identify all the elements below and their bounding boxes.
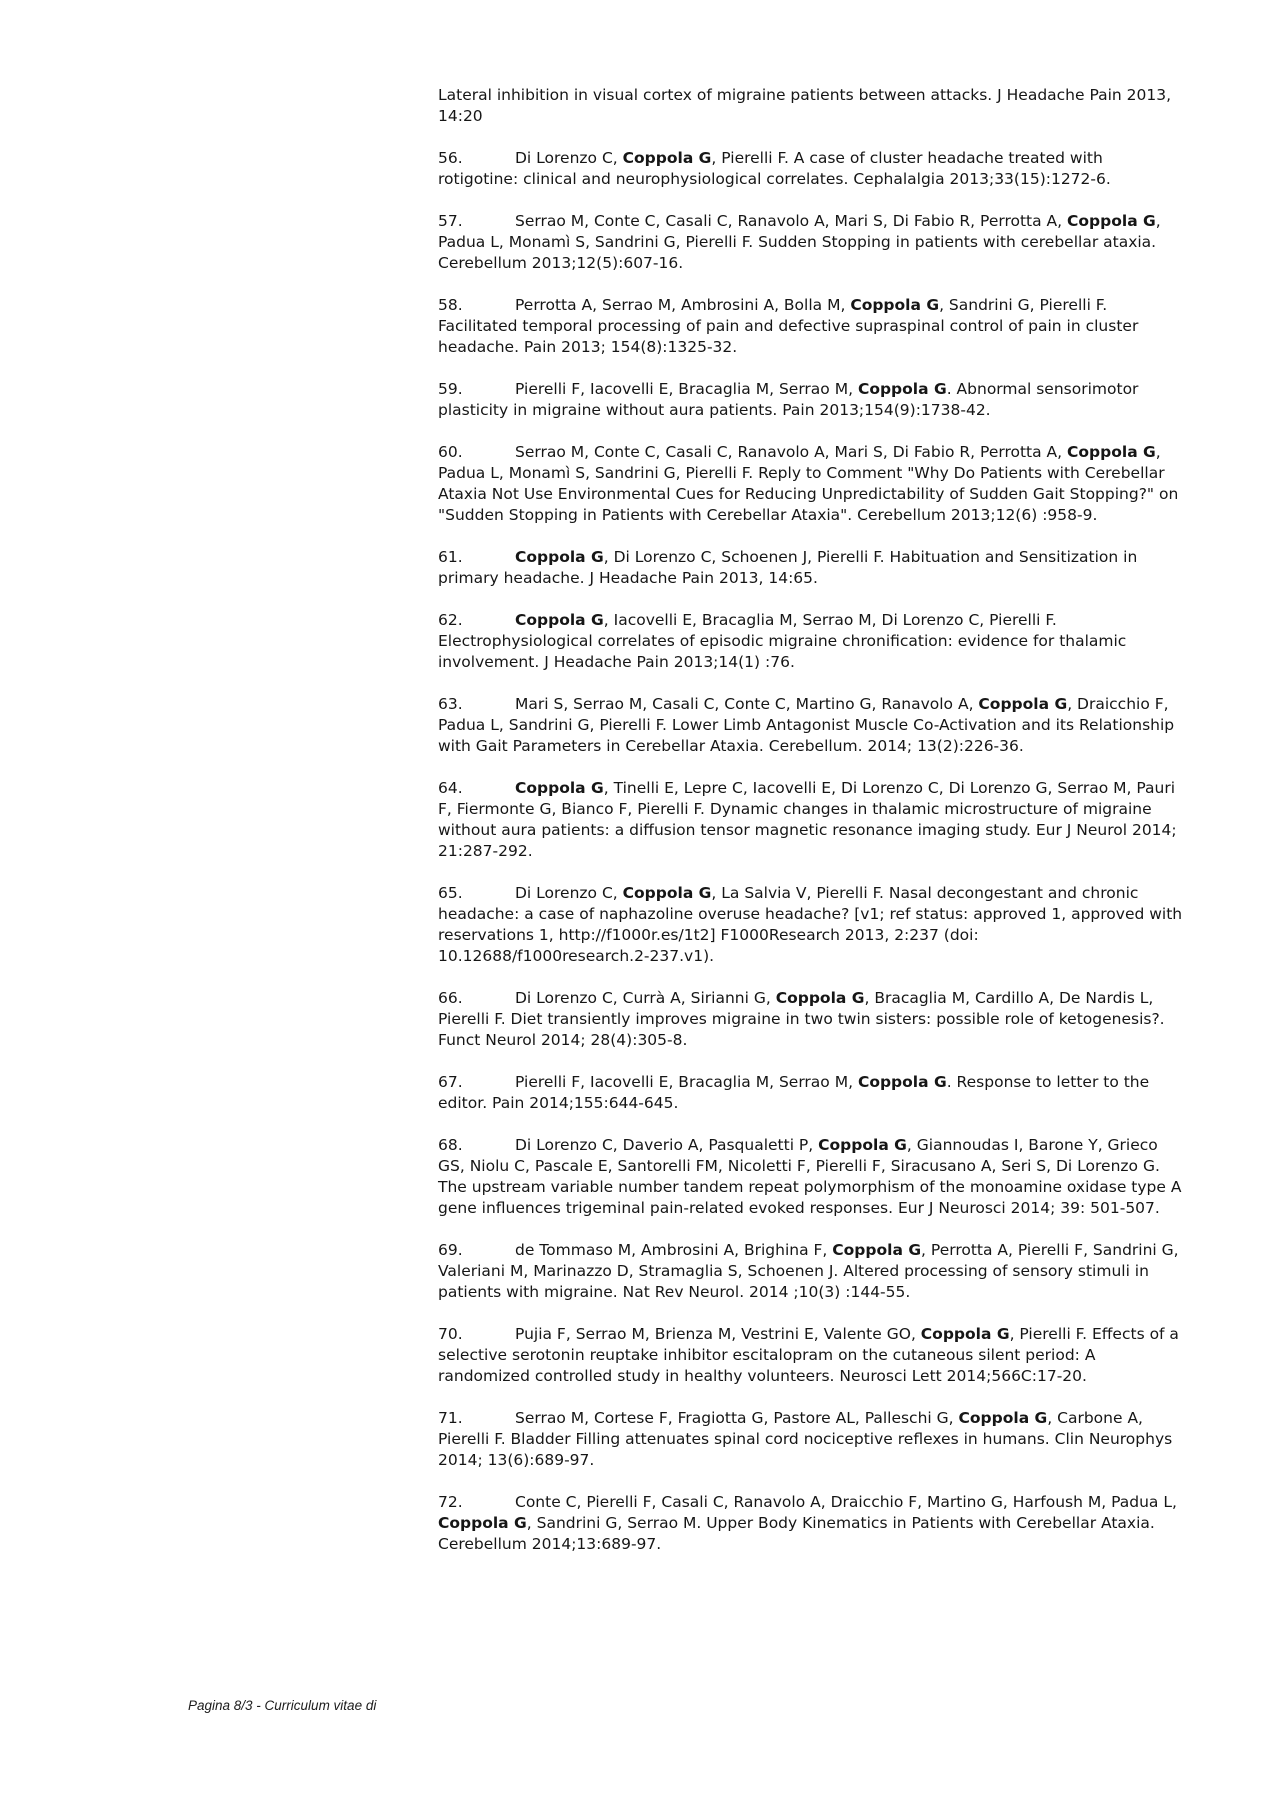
author-name-highlighted: Coppola G	[622, 149, 712, 167]
reference-text-segment: Pierelli F, Iacovelli E, Bracaglia M, Serrao M,	[515, 1073, 858, 1091]
page-footer-text: Pagina 8/3 - Curriculum vitae di	[188, 1698, 377, 1713]
author-name-highlighted: Coppola G	[857, 380, 947, 398]
reference-text-segment: , Sandrini G, Pierelli F. Facilitated temporal processing of pain and defective supraspinal control of pain in cluster headache. Pain 2013; 154(8):1325-32.	[438, 296, 1139, 356]
author-name-highlighted: Coppola G	[850, 296, 940, 314]
reference-text	[438, 443, 1178, 524]
reference-number: 59.	[438, 380, 463, 398]
reference-number: 57.	[438, 212, 463, 230]
reference-item	[438, 1492, 1186, 1555]
reference-text-segment: Serrao M, Conte C, Casali C, Ranavolo A, Mari S, Di Fabio R, Perrotta A,	[515, 443, 1068, 461]
reference-text-segment: , Carbone A, Pierelli F. Bladder Filling attenuates spinal cord nociceptive reflexes in humans. Clin Neurophys 2014; 13(6):689-97.	[438, 1409, 1173, 1469]
reference-item	[438, 1072, 1186, 1114]
reference-number: 60.	[438, 443, 463, 461]
reference-number: 67.	[438, 1073, 463, 1091]
reference-text	[438, 1493, 1177, 1553]
reference-number: 69.	[438, 1241, 463, 1259]
reference-number: 61.	[438, 548, 463, 566]
reference-text-segment: , Tinelli E, Lepre C, Iacovelli E, Di Lorenzo C, Di Lorenzo G, Serrao M, Pauri F, Fiermonte G, Bianco F, Pierelli F. Dynamic changes in thalamic microstructure of migraine without aura patients: a diffusion tensor magnetic resonance imaging study. Eur J Neurol 2014; 21:287-292.	[438, 779, 1177, 860]
reference-number: 65.	[438, 884, 463, 902]
reference-item	[438, 883, 1186, 967]
reference-text	[438, 548, 1137, 587]
author-name-highlighted: Coppola G	[438, 1514, 527, 1532]
reference-text	[438, 1325, 1179, 1385]
reference-text-segment: Pierelli F, Iacovelli E, Bracaglia M, Serrao M,	[515, 380, 858, 398]
author-name-highlighted: Coppola G	[622, 884, 712, 902]
reference-text-segment: , La Salvia V, Pierelli F. Nasal decongestant and chronic headache: a case of naphazoline overuse headache? [v1; ref status: approved 1, approved with reservations 1, http://f1000r.es/1t2] F1000Research 2013, 2:237 (doi: 10.12688/f1000research.2-237.v1).	[438, 884, 1183, 965]
reference-number: 70.	[438, 1325, 463, 1343]
reference-number: 56.	[438, 149, 463, 167]
reference-text-segment: , Draicchio F, Padua L, Sandrini G, Pierelli F. Lower Limb Antagonist Muscle Co-Activation and its Relationship with Gait Parameters in Cerebellar Ataxia. Cerebellum. 2014; 13(2):226-36.	[438, 695, 1175, 755]
reference-item	[438, 211, 1186, 274]
reference-number: 58.	[438, 296, 463, 314]
reference-text	[438, 695, 1174, 755]
reference-item	[438, 1135, 1186, 1219]
reference-number: 68.	[438, 1136, 463, 1154]
reference-text-segment: Di Lorenzo C,	[515, 149, 623, 167]
author-name-highlighted: Coppola G	[857, 1073, 947, 1091]
reference-text	[438, 1241, 1179, 1301]
reference-item	[438, 442, 1186, 526]
reference-text	[438, 149, 1111, 188]
reference-text-segment: , Giannoudas I, Barone Y, Grieco GS, Niolu C, Pascale E, Santorelli FM, Nicoletti F, Pierelli F, Siracusano A, Seri S, Di Lorenzo G. The upstream variable number tandem repeat polymorphism of the monoamine oxidase type A gene influences trigeminal pain-related evoked responses. Eur J Neurosci 2014; 39: 501-507.	[438, 1136, 1182, 1217]
reference-item	[438, 778, 1186, 862]
reference-item	[438, 547, 1186, 589]
reference-text-segment: Di Lorenzo C, Daverio A, Pasqualetti P,	[515, 1136, 819, 1154]
publication-list	[438, 85, 1186, 1576]
reference-item	[438, 148, 1186, 190]
reference-number: 64.	[438, 779, 463, 797]
reference-number: 66.	[438, 989, 463, 1007]
reference-number: 62.	[438, 611, 463, 629]
reference-item	[438, 694, 1186, 757]
reference-text-segment: Conte C, Pierelli F, Casali C, Ranavolo A, Draicchio F, Martino G, Harfoush M, Padua L,	[515, 1493, 1177, 1511]
reference-text	[438, 380, 1138, 419]
reference-item	[438, 1240, 1186, 1303]
reference-text-segment: , Padua L, Monamì S, Sandrini G, Pierelli F. Reply to Comment "Why Do Patients with Cerebellar Ataxia Not Use Environmental Cues for Reducing Unpredictability of Sudden Gait Stopping?" on "Sudden Stopping in Patients with Cerebellar Ataxia". Cerebellum 2013;12(6) :958-9.	[438, 443, 1179, 524]
reference-item	[438, 988, 1186, 1051]
author-name-highlighted: Coppola G	[775, 989, 865, 1007]
reference-text-segment: . Abnormal sensorimotor plasticity in migraine without aura patients. Pain 2013;154(9):1738-42.	[438, 380, 1139, 419]
reference-text-segment: de Tommaso M, Ambrosini A, Brighina F,	[515, 1241, 833, 1259]
reference-text-segment: Serrao M, Cortese F, Fragiotta G, Pastore AL, Palleschi G,	[515, 1409, 959, 1427]
reference-text-segment: , Sandrini G, Serrao M. Upper Body Kinematics in Patients with Cerebellar Ataxia. Cerebellum 2014;13:689-97.	[438, 1514, 1155, 1553]
reference-text-segment: , Perrotta A, Pierelli F, Sandrini G, Valeriani M, Marinazzo D, Stramaglia S, Schoenen J. Altered processing of sensory stimuli in patients with migraine. Nat Rev Neurol. 2014 ;10(3) :144-55.	[438, 1241, 1179, 1301]
reference-item	[438, 1324, 1186, 1387]
reference-text-segment: Di Lorenzo C, Currà A, Sirianni G,	[515, 989, 776, 1007]
reference-text	[438, 86, 1171, 125]
author-name-highlighted: Coppola G	[818, 1136, 907, 1154]
reference-item	[438, 379, 1186, 421]
reference-item	[438, 610, 1186, 673]
reference-text-segment: , Bracaglia M, Cardillo A, De Nardis L, Pierelli F. Diet transiently improves migraine in two twin sisters: possible role of ketogenesis?. Funct Neurol 2014; 28(4):305-8.	[438, 989, 1165, 1049]
reference-number: 72.	[438, 1493, 463, 1511]
reference-text	[438, 1409, 1172, 1469]
reference-text	[438, 989, 1165, 1049]
author-name-highlighted: Coppola G	[515, 611, 604, 629]
reference-text-segment: Serrao M, Conte C, Casali C, Ranavolo A, Mari S, Di Fabio R, Perrotta A,	[515, 212, 1068, 230]
author-name-highlighted: Coppola G	[1067, 443, 1156, 461]
reference-text-segment: Di Lorenzo C,	[515, 884, 623, 902]
reference-text	[438, 212, 1161, 272]
reference-text	[438, 1073, 1149, 1112]
reference-text-segment: Perrotta A, Serrao M, Ambrosini A, Bolla M,	[515, 296, 851, 314]
reference-text-segment: , Pierelli F. A case of cluster headache treated with rotigotine: clinical and neurophysiological correlates. Cephalalgia 2013;33(15):1272-6.	[438, 149, 1111, 188]
author-name-highlighted: Coppola G	[958, 1409, 1048, 1427]
author-name-highlighted: Coppola G	[515, 779, 604, 797]
reference-text-segment: , Iacovelli E, Bracaglia M, Serrao M, Di Lorenzo C, Pierelli F. Electrophysiological correlates of episodic migraine chronification: evidence for thalamic involvement. J Headache Pain 2013;14(1) :76.	[438, 611, 1127, 671]
reference-text-segment: , Padua L, Monamì S, Sandrini G, Pierelli F. Sudden Stopping in patients with cerebellar ataxia. Cerebellum 2013;12(5):607-16.	[438, 212, 1161, 272]
reference-item	[438, 1408, 1186, 1471]
author-name-highlighted: Coppola G	[920, 1325, 1010, 1343]
reference-number: 71.	[438, 1409, 463, 1427]
reference-text-segment: , Di Lorenzo C, Schoenen J, Pierelli F. Habituation and Sensitization in primary headache. J Headache Pain 2013, 14:65.	[438, 548, 1138, 587]
reference-number: 63.	[438, 695, 463, 713]
author-name-highlighted: Coppola G	[515, 548, 604, 566]
author-name-highlighted: Coppola G	[978, 695, 1068, 713]
reference-text	[438, 611, 1126, 671]
reference-text-segment: Pujia F, Serrao M, Brienza M, Vestrini E, Valente GO,	[515, 1325, 921, 1343]
reference-text	[438, 296, 1138, 356]
reference-text	[438, 1136, 1181, 1217]
reference-text-segment: Lateral inhibition in visual cortex of migraine patients between attacks. J Headache Pain 2013, 14:20	[438, 86, 1172, 125]
reference-item	[438, 295, 1186, 358]
reference-continuation	[438, 85, 1186, 127]
author-name-highlighted: Coppola G	[832, 1241, 922, 1259]
reference-text-segment: . Response to letter to the editor. Pain 2014;155:644-645.	[438, 1073, 1150, 1112]
reference-text-segment: Mari S, Serrao M, Casali C, Conte C, Martino G, Ranavolo A,	[515, 695, 979, 713]
reference-text	[438, 884, 1182, 965]
reference-text-segment: , Pierelli F. Effects of a selective serotonin reuptake inhibitor escitalopram on the cutaneous silent period: A randomized controlled study in healthy volunteers. Neurosci Lett 2014;566C:17-20.	[438, 1325, 1179, 1385]
reference-text	[438, 779, 1177, 860]
author-name-highlighted: Coppola G	[1067, 212, 1156, 230]
